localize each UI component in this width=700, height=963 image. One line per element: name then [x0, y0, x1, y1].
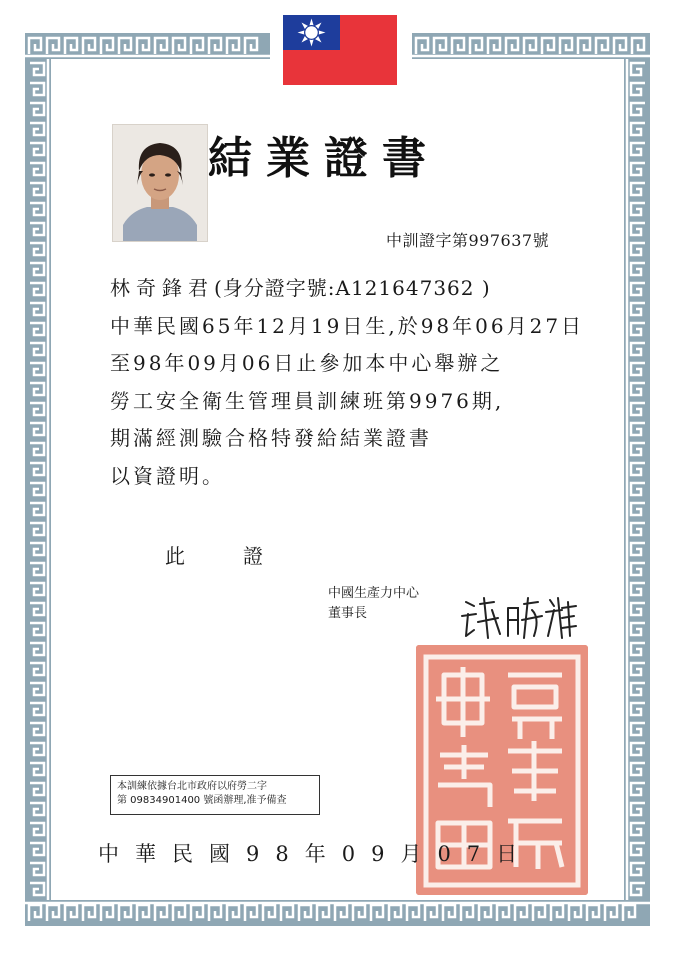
border-top-left [25, 33, 270, 59]
approval-notice [110, 775, 320, 815]
closing-left: 此 [165, 544, 187, 568]
body-line-5: 期滿經測驗合格特發給結業證書 [110, 426, 432, 450]
portrait-photo [112, 124, 208, 242]
issue-date: 中華民國98年09月07日 [98, 842, 534, 866]
certificate-title: 結業證書 [208, 133, 440, 184]
issuer-org-name: 中國生產力中心 [328, 586, 420, 601]
body-line-3: 至98年09月06日止參加本中心舉辦之 [110, 351, 504, 375]
issuer-block [328, 584, 419, 624]
certificate-body [110, 270, 585, 495]
body-line-2: 中華民國65年12月19日生,於98年06月27日 [110, 313, 585, 338]
signature [458, 590, 583, 644]
closing-right: 證 [243, 544, 265, 568]
border-right [624, 59, 650, 900]
border-left [25, 59, 51, 900]
body-line-1 [110, 270, 580, 308]
certificate-number: 中訓證字第997637號 [386, 231, 550, 250]
notice-line-2: 第 09834901400 號函辦理,准予備查 [117, 795, 287, 806]
closing-phrase [165, 540, 265, 569]
body-line-6: 以資證明。 [110, 463, 225, 488]
notice-line-1: 本訓練依據台北市政府以府勞二字 [117, 781, 267, 792]
border-bottom [25, 900, 650, 926]
issuer-title: 董事長 [328, 606, 368, 621]
border-top-right [412, 33, 650, 59]
flag-emblem [283, 15, 397, 85]
recipient-name: 林奇鋒君 [110, 276, 214, 300]
id-number: (身分證字號:A121647362 ) [214, 276, 491, 300]
body-line-4: 勞工安全衛生管理員訓練班第9976期, [110, 388, 505, 413]
